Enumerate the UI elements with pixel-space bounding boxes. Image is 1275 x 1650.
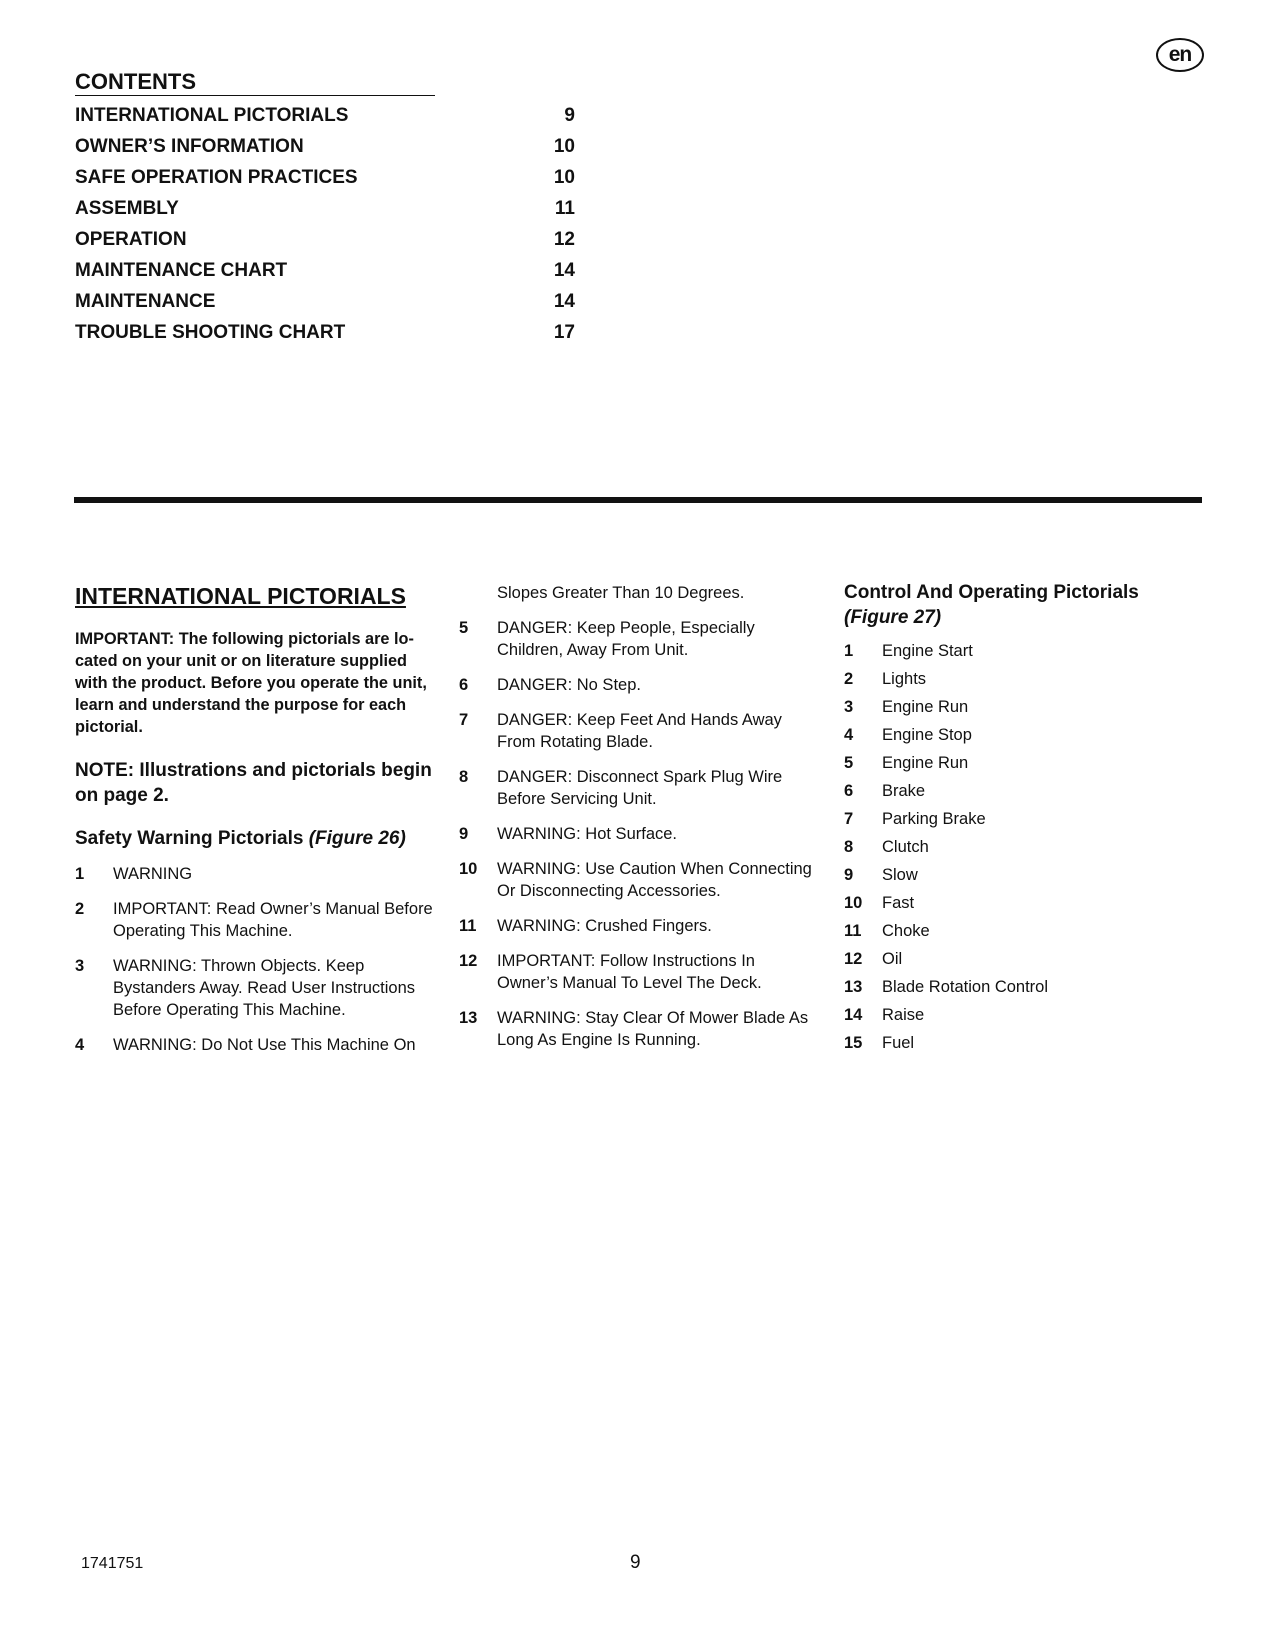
list-item bbox=[844, 976, 1204, 998]
item-text: WARNING bbox=[113, 865, 193, 883]
list-item bbox=[459, 858, 819, 902]
item-number: 13 bbox=[844, 978, 863, 996]
list-item bbox=[844, 1004, 1204, 1026]
list-item bbox=[75, 863, 435, 885]
toc-label: TROUBLE SHOOTING CHART bbox=[75, 322, 346, 343]
toc-label: OPERATION bbox=[75, 229, 187, 250]
item-text: Slow bbox=[882, 866, 918, 884]
item-number: 10 bbox=[844, 894, 863, 912]
toc-row[interactable] bbox=[75, 320, 575, 351]
list-item bbox=[459, 617, 819, 661]
item-text: Oil bbox=[882, 950, 903, 968]
control-heading-text: Control And Operating Pictorials bbox=[844, 582, 1139, 603]
item-number: 13 bbox=[459, 1009, 478, 1027]
item-text: DANGER: No Step. bbox=[497, 676, 641, 694]
toc-label: OWNER’S INFORMATION bbox=[75, 136, 304, 157]
item-number: 6 bbox=[844, 782, 854, 800]
item-text: Engine Stop bbox=[882, 726, 972, 744]
table-of-contents bbox=[75, 103, 575, 351]
item-text: Choke bbox=[882, 922, 930, 940]
item-text: DANGER: Keep People, Especially Children, Away From Unit. bbox=[497, 619, 755, 659]
item-text: WARNING: Stay Clear Of Mower Blade As Long As Engine Is Running. bbox=[497, 1009, 809, 1049]
item-number: 6 bbox=[459, 676, 469, 694]
item-text: WARNING: Do Not Use This Machine On bbox=[113, 1036, 416, 1054]
list-item bbox=[844, 920, 1204, 942]
list-item bbox=[75, 955, 435, 1021]
column-middle bbox=[459, 582, 819, 1064]
item-continuation: Slopes Greater Than 10 Degrees. bbox=[497, 584, 745, 602]
item-text: IMPORTANT: Read Owner’s Manual Before Operating This Machine. bbox=[113, 900, 433, 940]
toc-page: 14 bbox=[553, 260, 575, 281]
toc-row[interactable] bbox=[75, 227, 575, 258]
page-number: 9 bbox=[630, 1552, 641, 1573]
list-item bbox=[844, 864, 1204, 886]
list-item bbox=[459, 709, 819, 753]
item-text: DANGER: Disconnect Spark Plug Wire Before Servicing Unit. bbox=[497, 768, 783, 808]
list-item bbox=[844, 640, 1204, 662]
item-text: DANGER: Keep Feet And Hands Away From Rotating Blade. bbox=[497, 711, 782, 751]
item-number: 9 bbox=[844, 866, 854, 884]
toc-page: 9 bbox=[564, 105, 575, 126]
item-number: 2 bbox=[844, 670, 854, 688]
toc-label: SAFE OPERATION PRACTICES bbox=[75, 167, 358, 188]
item-text: Parking Brake bbox=[882, 810, 986, 828]
item-number: 11 bbox=[844, 922, 862, 940]
list-item bbox=[844, 724, 1204, 746]
item-number: 11 bbox=[459, 917, 477, 935]
item-number: 5 bbox=[459, 619, 469, 637]
document-number: 1741751 bbox=[81, 1555, 144, 1572]
item-number: 7 bbox=[459, 711, 469, 729]
list-item bbox=[459, 674, 819, 696]
toc-label: MAINTENANCE bbox=[75, 291, 216, 312]
item-text: Lights bbox=[882, 670, 927, 688]
item-text: Engine Run bbox=[882, 754, 969, 772]
toc-page: 14 bbox=[553, 291, 575, 312]
list-item bbox=[844, 696, 1204, 718]
item-number: 12 bbox=[844, 950, 863, 968]
column-left bbox=[75, 580, 435, 1069]
safety-heading-text: Safety Warning Pictorials bbox=[75, 828, 304, 849]
item-number: 4 bbox=[75, 1036, 85, 1054]
important-paragraph: IMPORTANT: The following pictorials are lo-cated on your unit or on literature supplied with the product. Before you operate the unit, learn and understand the purpose for each pictorial. bbox=[75, 630, 427, 736]
list-item bbox=[459, 1007, 819, 1051]
item-number: 1 bbox=[844, 642, 854, 660]
contents-title: CONTENTS bbox=[75, 69, 435, 96]
list-item bbox=[844, 752, 1204, 774]
item-number: 15 bbox=[844, 1034, 863, 1052]
section-divider bbox=[74, 497, 1202, 503]
toc-label: MAINTENANCE CHART bbox=[75, 260, 288, 281]
item-text: WARNING: Hot Surface. bbox=[497, 825, 678, 843]
toc-row[interactable] bbox=[75, 165, 575, 196]
control-figure-ref: (Figure 27) bbox=[844, 607, 942, 628]
item-text: Engine Run bbox=[882, 698, 969, 716]
item-number: 5 bbox=[844, 754, 854, 772]
item-text: WARNING: Use Caution When Connecting Or Disconnecting Accessories. bbox=[497, 860, 812, 900]
item-number: 14 bbox=[844, 1006, 863, 1024]
list-item bbox=[75, 1034, 435, 1056]
item-number: 8 bbox=[844, 838, 854, 856]
item-text: Fuel bbox=[882, 1034, 915, 1052]
control-pictorials-heading bbox=[844, 580, 1204, 630]
list-item bbox=[844, 948, 1204, 970]
safety-figure-ref: (Figure 26) bbox=[308, 828, 406, 849]
item-number: 12 bbox=[459, 952, 478, 970]
toc-row[interactable] bbox=[75, 289, 575, 320]
list-item bbox=[459, 950, 819, 994]
list-item bbox=[459, 823, 819, 845]
item-text: Fast bbox=[882, 894, 915, 912]
toc-page: 10 bbox=[553, 167, 575, 188]
item-text: Engine Start bbox=[882, 642, 973, 660]
list-item bbox=[459, 766, 819, 810]
toc-page: 11 bbox=[554, 198, 575, 219]
item-text: IMPORTANT: Follow Instructions In Owner’s Manual To Level The Deck. bbox=[497, 952, 762, 992]
list-item bbox=[844, 668, 1204, 690]
list-item bbox=[844, 1032, 1204, 1054]
item-text: Blade Rotation Control bbox=[882, 978, 1049, 996]
toc-page: 12 bbox=[553, 229, 575, 250]
toc-page: 17 bbox=[553, 322, 575, 343]
list-item bbox=[844, 892, 1204, 914]
safety-pictorials-heading bbox=[75, 826, 435, 851]
item-number: 4 bbox=[844, 726, 854, 744]
toc-row[interactable] bbox=[75, 134, 575, 165]
item-number: 2 bbox=[75, 900, 85, 918]
item-number: 1 bbox=[75, 865, 85, 883]
item-number: 9 bbox=[459, 825, 469, 843]
item-number: 7 bbox=[844, 810, 854, 828]
item-text: Brake bbox=[882, 782, 926, 800]
list-item bbox=[844, 780, 1204, 802]
toc-page: 10 bbox=[553, 136, 575, 157]
toc-label: ASSEMBLY bbox=[75, 198, 179, 219]
pictorials-title: INTERNATIONAL PICTORIALS bbox=[75, 583, 406, 609]
toc-label: INTERNATIONAL PICTORIALS bbox=[75, 105, 349, 126]
item-text: WARNING: Thrown Objects. Keep Bystanders Away. Read User Instructions Before Operating This Machine. bbox=[113, 957, 416, 1019]
toc-row[interactable] bbox=[75, 196, 575, 227]
toc-row[interactable] bbox=[75, 258, 575, 289]
toc-row[interactable] bbox=[75, 103, 575, 134]
item-text: WARNING: Crushed Fingers. bbox=[497, 917, 712, 935]
language-badge: en bbox=[1156, 38, 1204, 72]
list-item bbox=[75, 898, 435, 942]
column-right bbox=[844, 580, 1204, 1060]
item-number: 8 bbox=[459, 768, 469, 786]
item-text: Raise bbox=[882, 1006, 925, 1024]
item-text: Clutch bbox=[882, 838, 929, 856]
item-number: 3 bbox=[844, 698, 854, 716]
item-number: 10 bbox=[459, 860, 478, 878]
list-item bbox=[844, 836, 1204, 858]
list-item bbox=[844, 808, 1204, 830]
list-item bbox=[459, 915, 819, 937]
item-number: 3 bbox=[75, 957, 85, 975]
note-paragraph: NOTE: Illustrations and pictorials begin on page 2. bbox=[75, 760, 432, 806]
